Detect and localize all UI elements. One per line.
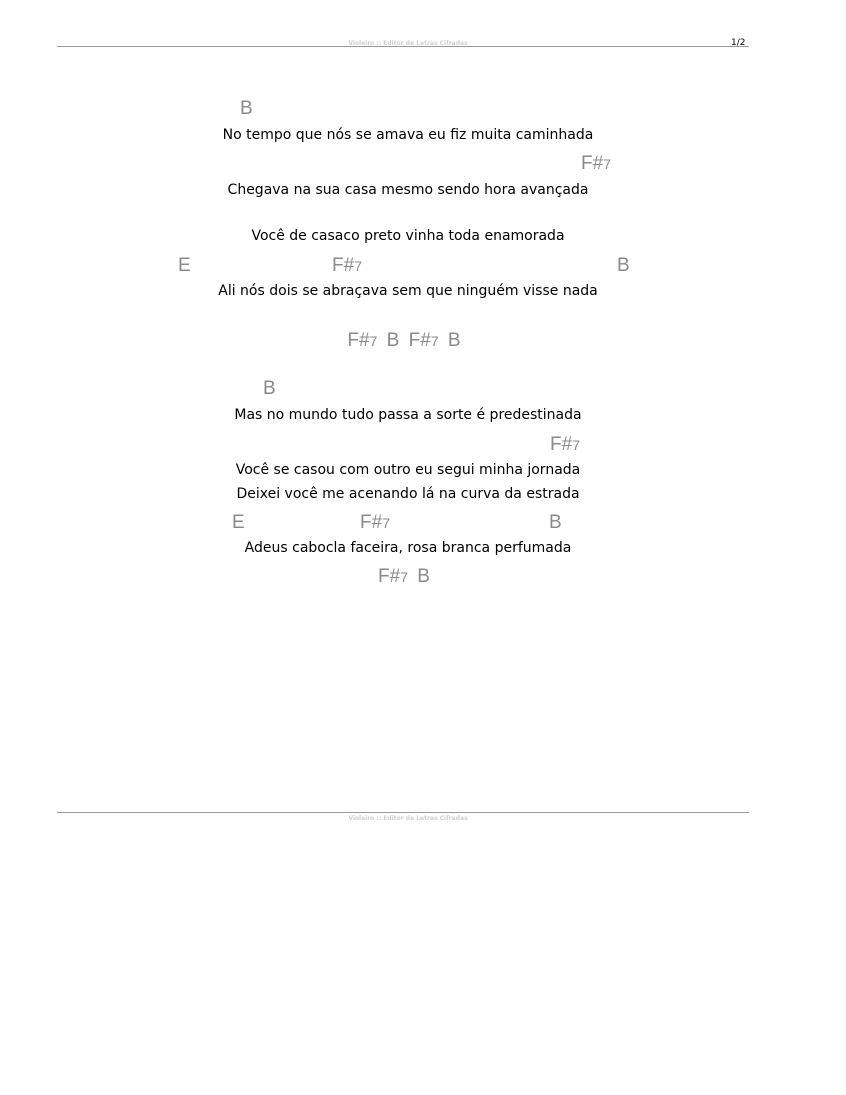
chord-root: F# — [347, 330, 370, 351]
chord-root: B — [263, 378, 276, 399]
chord-root: F# — [408, 330, 431, 351]
chord-root: B — [417, 566, 430, 587]
chord-extension: 7 — [572, 437, 580, 453]
chord-root: B — [617, 255, 630, 276]
chord-root: E — [178, 255, 191, 276]
chord-f-sharp-7 — [332, 255, 362, 277]
chord-b — [448, 330, 461, 351]
chord-e — [178, 255, 191, 277]
chord-f-sharp-7 — [378, 566, 408, 587]
chord-b — [617, 255, 630, 277]
chord-e — [232, 512, 245, 534]
chord-root: B — [549, 512, 562, 533]
chord-root: F# — [332, 255, 355, 276]
page-number: 1/2 — [731, 38, 746, 48]
lyric-line: Mas no mundo tudo passa a sorte é predestinada — [234, 407, 582, 423]
chord-root: F# — [550, 434, 573, 455]
chord-extension: 7 — [603, 156, 611, 172]
chord-f-sharp-7 — [347, 330, 377, 351]
chord-f-sharp-7 — [581, 153, 611, 175]
chord-f-sharp-7 — [360, 512, 390, 534]
chord-f-sharp-7 — [409, 330, 439, 351]
chord-extension: 7 — [430, 333, 439, 349]
chord-root: E — [232, 512, 245, 533]
header-title: Violeiro :: Editor de Letras Cifradas — [348, 40, 468, 47]
chord-root: F# — [581, 153, 604, 174]
lyric-line: Você de casaco preto vinha toda enamorada — [251, 228, 565, 244]
lyric-line: Ali nós dois se abraçava sem que ninguém visse nada — [218, 283, 598, 299]
chord-b — [387, 330, 400, 351]
footer-title: Violeiro :: Editor de Letras Cifradas — [348, 815, 468, 822]
chord-root: B — [240, 98, 253, 119]
lyric-line: Chegava na sua casa mesmo sendo hora avançada — [227, 182, 589, 198]
chord-b — [240, 98, 253, 120]
ending-chords — [0, 566, 808, 588]
chord-f-sharp-7 — [550, 434, 580, 456]
chord-b — [417, 566, 430, 587]
lyric-line: No tempo que nós se amava eu fiz muita caminhada — [222, 127, 594, 143]
footer-rule — [57, 812, 749, 813]
chord-root: F# — [378, 566, 401, 587]
chord-root: B — [386, 330, 400, 351]
chord-extension: 7 — [354, 258, 362, 274]
lyric-line: Deixei você me acenando lá na curva da estrada — [236, 486, 580, 502]
lyric-line: Adeus cabocla faceira, rosa branca perfumada — [244, 540, 572, 556]
chord-extension: 7 — [400, 569, 408, 585]
chord-b — [263, 378, 276, 400]
chord-extension: 7 — [369, 333, 378, 349]
interlude-chords — [0, 330, 808, 352]
chord-root: B — [447, 330, 461, 351]
chord-extension: 7 — [382, 515, 390, 531]
lyric-line: Você se casou com outro eu segui minha jornada — [235, 462, 581, 478]
chord-b — [549, 512, 562, 534]
chord-root: F# — [360, 512, 383, 533]
